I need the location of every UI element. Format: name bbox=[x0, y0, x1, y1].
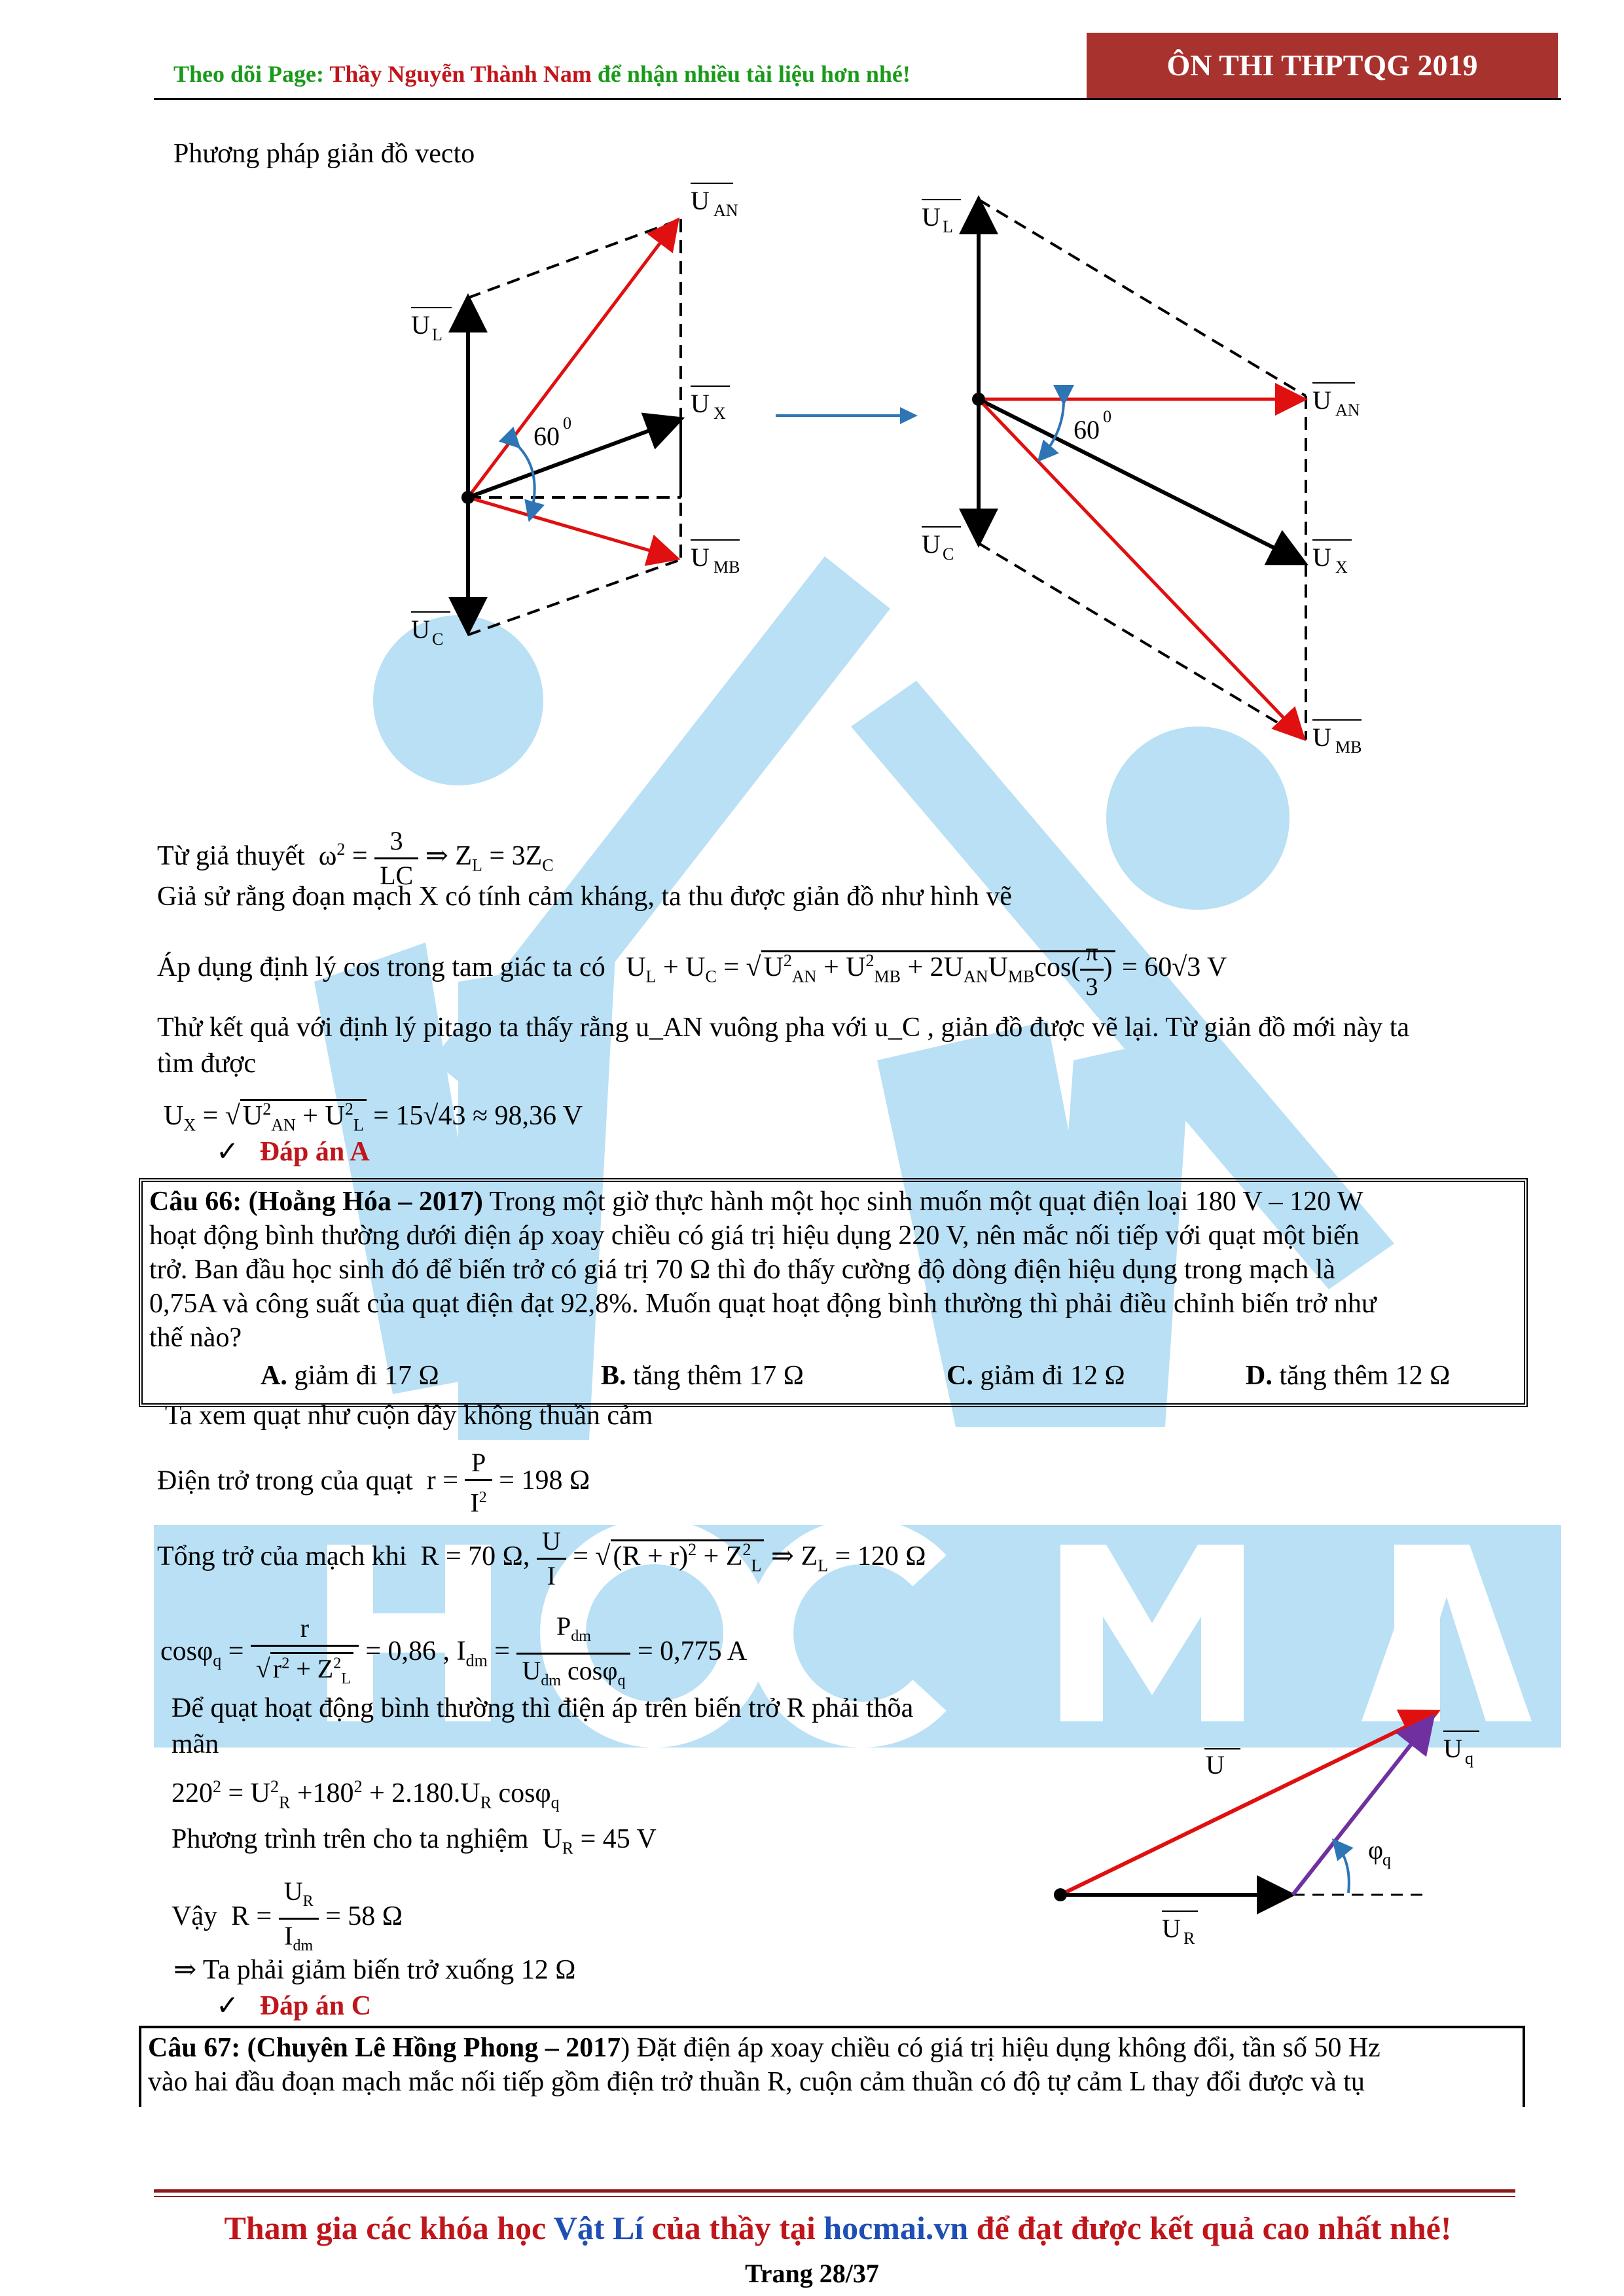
svg-text:L: L bbox=[432, 325, 442, 344]
solution2-l9: Vậy R = $\frac{U_R}{I_{dm}}$ = 58 Ω bbox=[171, 1876, 403, 1954]
label-uq: U bbox=[1443, 1734, 1462, 1763]
label-uan: U bbox=[1312, 386, 1331, 415]
solution2-l6: mãn bbox=[171, 1729, 219, 1759]
solution1-line2: Giả sử rằng đoạn mạch X có tính cảm kháng, ta thu được giản đồ như hình vẽ bbox=[157, 882, 1012, 912]
solution1-line6: $U_X = √U^2_{AN} + U^2_L = 15√43 \approx 98,36$ V bbox=[164, 1100, 583, 1135]
label-phi: φ bbox=[1368, 1835, 1384, 1865]
phasor-diagram-redrawn bbox=[910, 190, 1368, 766]
svg-text:C: C bbox=[432, 630, 444, 649]
check-icon: ✓ bbox=[216, 1991, 240, 2021]
teacher-name: Thầy Nguyễn Thành Nam bbox=[329, 61, 592, 87]
exam-badge: ÔN THI THPTQG 2019 bbox=[1087, 33, 1558, 98]
label-umb: U bbox=[1312, 723, 1331, 752]
footer-promo: Tham gia các khóa học Vật Lí của thầy tại hocmai.vn để đạt được kết quả cao nhất nhé! bbox=[224, 2210, 1452, 2246]
solution2-l8: Phương trình trên cho ta nghiệm $U_R = 45$ V bbox=[171, 1824, 657, 1858]
svg-text:MB: MB bbox=[713, 558, 740, 577]
svg-text:q: q bbox=[1382, 1850, 1391, 1869]
svg-text:0: 0 bbox=[563, 414, 571, 433]
label-ul: U bbox=[922, 202, 941, 232]
label-umb: U bbox=[691, 543, 710, 572]
svg-text:R: R bbox=[1183, 1929, 1195, 1948]
phasor-diagram-original bbox=[367, 170, 772, 668]
solution1-line3: Áp dụng định lý cos trong tam giác ta có $U_L + U_C = √U^2_{AN} + U^2_{MB} + 2U_{AN}U_{MB}\cos$( $\frac{\pi}{3}$ ) = 60√3 V bbox=[157, 936, 1227, 1003]
option-a[interactable]: A. giảm đi 17 Ω bbox=[261, 1361, 439, 1391]
svg-text:MB: MB bbox=[1335, 738, 1362, 757]
solution2-l7: $220^2 = U^2_R +180^2 + 2.180.U_R$ cosφ$_q$ bbox=[171, 1777, 560, 1812]
label-uan: U bbox=[691, 186, 710, 215]
angle-label: 60 bbox=[533, 422, 560, 451]
answer-66-prev: ✓ Đáp án A bbox=[216, 1137, 370, 1167]
footer-divider-thin bbox=[154, 2196, 1515, 2197]
svg-text:q: q bbox=[1465, 1749, 1473, 1768]
angle-label: 60 bbox=[1074, 415, 1100, 444]
question-67-box: Câu 67: (Chuyên Lê Hồng Phong – 2017) Đặt điện áp xoay chiều có giá trị hiệu dụng không đổi, tần số 50 Hz vào hai đầu đoạn mạch mắc nối tiếp gồm điện trở thuần R, cuộn cảm thuần có độ tự cảm L thay đổi được và tụ bbox=[139, 2026, 1525, 2107]
site-link[interactable]: hocmai.vn bbox=[823, 2210, 969, 2246]
solution2-l4: cosφ$_q$ = $\frac{r}{√ r^2 + Z^2_L}$ = 0,86 , $I_{dm}$ = $\frac{P_{dm}}{U_{dm} \cos\varphi_q}$ = 0,775 A bbox=[160, 1611, 748, 1689]
solution2-l5: Để quạt hoạt động bình thường thì điện áp trên biến trở R phải thõa bbox=[171, 1693, 914, 1723]
svg-text:L: L bbox=[943, 217, 953, 236]
solution1-line5: tìm được bbox=[157, 1049, 257, 1079]
svg-text:X: X bbox=[1335, 558, 1348, 577]
label-u: U bbox=[1206, 1750, 1225, 1780]
label-ux: U bbox=[1312, 543, 1331, 572]
option-d[interactable]: D. tăng thêm 12 Ω bbox=[1246, 1361, 1451, 1391]
solution2-l10: ⇒ Ta phải giảm biến trở xuống 12 Ω bbox=[173, 1955, 576, 1985]
voltage-phasor-diagram bbox=[1034, 1676, 1492, 1950]
label-ur: U bbox=[1162, 1914, 1181, 1943]
footer-divider bbox=[154, 2189, 1515, 2193]
answer-66: ✓ Đáp án C bbox=[216, 1991, 372, 2021]
check-icon: ✓ bbox=[216, 1137, 240, 1167]
svg-text:C: C bbox=[943, 545, 954, 564]
svg-text:AN: AN bbox=[713, 201, 738, 220]
header-divider bbox=[154, 98, 1561, 100]
header-follow-text: Theo dõi Page: Thầy Nguyễn Thành Nam để nhận nhiều tài liệu hơn nhé! bbox=[173, 61, 911, 87]
option-c[interactable]: C. giảm đi 12 Ω bbox=[947, 1361, 1125, 1391]
question-67-title: Câu 67: (Chuyên Lê Hồng Phong – 2017 bbox=[148, 2033, 621, 2063]
solution1-line4: Thử kết quả với định lý pitago ta thấy rằng u_AN vuông pha với u_C , giản đồ được vẽ lại. Từ giản đồ mới này ta bbox=[157, 1013, 1410, 1043]
section-title: Phương pháp giản đồ vecto bbox=[173, 139, 475, 169]
label-uc: U bbox=[411, 615, 430, 644]
solution2-l2: Điện trở trong của quạt r = $\frac{P}{I^2}$ = 198 Ω bbox=[157, 1448, 590, 1518]
svg-text:X: X bbox=[713, 404, 726, 423]
label-ux: U bbox=[691, 389, 710, 418]
svg-text:0: 0 bbox=[1103, 407, 1111, 426]
label-ul: U bbox=[411, 310, 430, 340]
question-66-title: Câu 66: (Hoằng Hóa – 2017) bbox=[149, 1187, 483, 1217]
page-number: Trang 28/37 bbox=[745, 2259, 879, 2288]
solution2-l1: Ta xem quạt như cuộn dây không thuần cảm bbox=[165, 1401, 653, 1431]
solution1-line1: Từ giả thuyết $\omega^2$ = $\frac{3}{LC}$ ⇒ $Z_L = 3Z_C$ bbox=[157, 826, 554, 890]
svg-text:AN: AN bbox=[1335, 401, 1360, 420]
question-66-box: Câu 66: (Hoằng Hóa – 2017) Trong một giờ thực hành một học sinh muốn một quạt điện loại 180 V – 120 W hoạt động bình thường dưới điện áp xoay chiều có giá trị hiệu dụng 220 V, nên mắc nối tiếp với quạt một biến trở. Ban đầu học sinh đó để biến trở có giá trị 70 Ω thì đo thấy cường độ dòng điện hiệu dụng trong mạch là 0,75A và công suất của quạt điện đạt 92,8%. Muốn quạt hoạt động bình thường thì phải điều chỉnh biến trở như thế nào? A. giảm đi 17 Ω B. tăng thêm 17 Ω C. giảm đi 12 Ω D. tăng thêm 12 Ω bbox=[139, 1178, 1528, 1407]
label-uc: U bbox=[922, 529, 941, 559]
transform-arrow bbox=[772, 399, 923, 432]
solution2-l3: Tổng trở của mạch khi R = 70 Ω, $\frac{U}{I}$ = $√(R + r)^2 + Z^2_L$ ⇒ $Z_L = 120$ Ω bbox=[157, 1526, 926, 1590]
option-b[interactable]: B. tăng thêm 17 Ω bbox=[601, 1361, 804, 1391]
